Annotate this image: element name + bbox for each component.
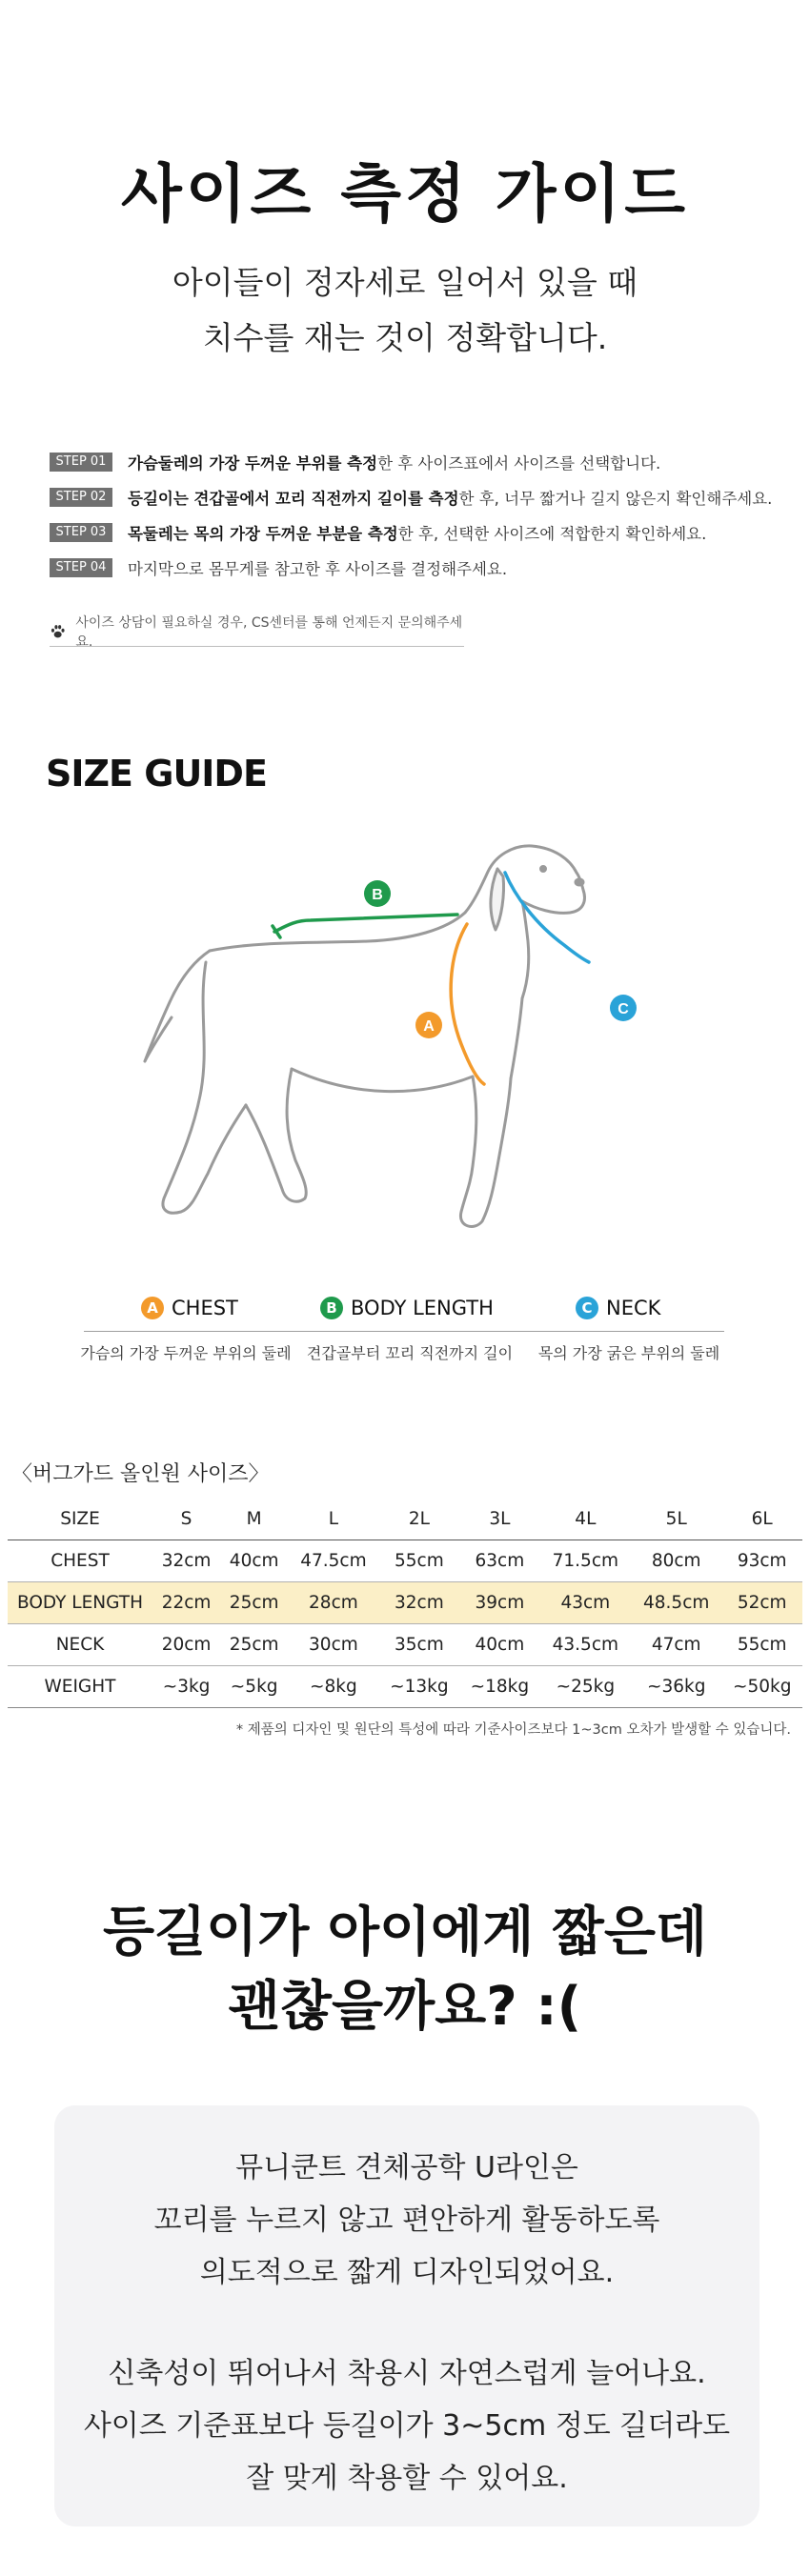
table-cell: 43.5cm	[540, 1624, 631, 1666]
answer-line: 신축성이 뛰어나서 착용시 자연스럽게 늘어나요.	[108, 2357, 706, 2390]
legend-key: A	[141, 1297, 164, 1319]
step-text: 마지막으로 몸무게를 참고한 후 사이즈를 결정해주세요.	[128, 559, 508, 578]
step-badge: STEP 04	[50, 558, 112, 577]
step-emphasis: 목둘레는 목의 가장 두꺼운 부분을 측정	[128, 524, 398, 543]
legend-desc-neck: 목의 가장 굵은 부위의 둘레	[537, 1344, 720, 1362]
table-header-cell: 4L	[540, 1499, 631, 1540]
table-header-cell: SIZE	[8, 1499, 152, 1540]
legend-neck	[576, 1294, 660, 1322]
table-cell: 39cm	[459, 1582, 540, 1624]
table-cell: ~50kg	[721, 1666, 802, 1708]
step-item	[50, 550, 774, 585]
row-label: NECK	[8, 1624, 152, 1666]
size-table	[8, 1499, 802, 1708]
table-cell: 55cm	[721, 1624, 802, 1666]
table-cell: 63cm	[459, 1540, 540, 1582]
size-guide-title: SIZE GUIDE	[46, 753, 267, 795]
answer-line: 사이즈 기준표보다 등길이가 3~5cm 정도 길더라도	[83, 2409, 731, 2443]
table-cell: 52cm	[721, 1582, 802, 1624]
step-text: 한 후, 너무 짧거나 길지 않은지 확인해주세요.	[458, 489, 773, 508]
step-badge: STEP 03	[50, 523, 112, 542]
measurement-steps	[50, 444, 774, 585]
table-cell: ~13kg	[379, 1666, 460, 1708]
step-text: 한 후 사이즈표에서 사이즈를 선택합니다.	[377, 453, 661, 473]
legend-key: B	[320, 1297, 343, 1319]
step-badge: STEP 02	[50, 488, 112, 507]
table-cell: 48.5cm	[631, 1582, 721, 1624]
table-row	[8, 1540, 802, 1582]
faq-answer-paragraph	[54, 2347, 759, 2505]
legend-key: C	[576, 1297, 598, 1319]
step-item	[50, 444, 774, 479]
dog-illustration	[143, 819, 696, 1267]
table-cell: 22cm	[152, 1582, 220, 1624]
answer-line: 잘 맞게 착용할 수 있어요.	[246, 2462, 568, 2495]
legend-body-length	[320, 1294, 494, 1322]
legend-label: CHEST	[172, 1297, 238, 1319]
table-cell: ~36kg	[631, 1666, 721, 1708]
faq-answer-paragraph	[54, 2142, 759, 2299]
table-cell: 71.5cm	[540, 1540, 631, 1582]
table-cell: ~25kg	[540, 1666, 631, 1708]
subtitle-line: 아이들이 정자세로 일어서 있을 때	[172, 264, 638, 301]
table-row-highlighted	[8, 1582, 802, 1624]
table-cell: 25cm	[220, 1582, 288, 1624]
step-badge: STEP 01	[50, 453, 112, 472]
page-subtitle	[0, 255, 810, 366]
table-cell: 40cm	[459, 1624, 540, 1666]
table-cell: 47.5cm	[288, 1540, 378, 1582]
table-cell: 93cm	[721, 1540, 802, 1582]
page-title: 사이즈 측정 가이드	[120, 157, 689, 231]
subtitle-line: 치수를 재는 것이 정확합니다.	[202, 319, 608, 356]
step-emphasis: 가슴둘레의 가장 두꺼운 부위를 측정	[128, 453, 378, 473]
marker-c	[610, 995, 637, 1021]
size-table-title: 〈버그가드 올인원 사이즈〉	[11, 1462, 270, 1486]
step-item	[50, 479, 774, 514]
legend-divider	[84, 1331, 724, 1332]
legend-chest	[141, 1294, 238, 1322]
table-cell: ~18kg	[459, 1666, 540, 1708]
table-header-cell: 2L	[379, 1499, 460, 1540]
row-label: WEIGHT	[8, 1666, 152, 1708]
table-cell: 55cm	[379, 1540, 460, 1582]
legend-label: NECK	[606, 1297, 661, 1319]
marker-b	[364, 880, 391, 907]
table-row	[8, 1666, 802, 1708]
paw-icon	[50, 623, 66, 640]
legend-label: BODY LENGTH	[351, 1297, 494, 1319]
table-cell: 32cm	[379, 1582, 460, 1624]
legend-desc-body-length: 견갑골부터 꼬리 직전까지 길이	[306, 1344, 514, 1362]
svg-text:A: A	[423, 1018, 435, 1035]
svg-text:C: C	[618, 1001, 629, 1017]
table-cell: ~8kg	[288, 1666, 378, 1708]
table-header-row	[8, 1499, 802, 1540]
step-emphasis: 등길이는 견갑골에서 꼬리 직전까지 길이를 측정	[128, 489, 459, 508]
table-header-cell: 6L	[721, 1499, 802, 1540]
table-cell: 28cm	[288, 1582, 378, 1624]
table-cell: 20cm	[152, 1624, 220, 1666]
table-cell: ~5kg	[220, 1666, 288, 1708]
row-label: BODY LENGTH	[8, 1582, 152, 1624]
table-row	[8, 1624, 802, 1666]
table-cell: 35cm	[379, 1624, 460, 1666]
table-cell: 47cm	[631, 1624, 721, 1666]
step-text: 한 후, 선택한 사이즈에 적합한지 확인하세요.	[397, 524, 707, 543]
question-line: 등길이가 아이에게 짧은데	[102, 1902, 708, 1963]
table-header-cell: 3L	[459, 1499, 540, 1540]
marker-a	[415, 1012, 442, 1038]
notice-text: 사이즈 상담이 필요하실 경우, CS센터를 통해 언제든지 문의해주세요.	[75, 615, 463, 650]
table-cell: 30cm	[288, 1624, 378, 1666]
question-line: 괜찮을까요? :(	[228, 1976, 582, 2038]
table-header-cell: S	[152, 1499, 220, 1540]
table-cell: 40cm	[220, 1540, 288, 1582]
step-item	[50, 514, 774, 550]
table-cell: 80cm	[631, 1540, 721, 1582]
table-cell: 43cm	[540, 1582, 631, 1624]
table-cell: ~3kg	[152, 1666, 220, 1708]
faq-question	[0, 1896, 810, 2044]
table-cell: 25cm	[220, 1624, 288, 1666]
size-table-note: * 제품의 디자인 및 원단의 특성에 따라 기준사이즈보다 1~3cm 오차가 발생할 수 있습니다.	[235, 1722, 791, 1738]
svg-text:B: B	[372, 887, 383, 903]
table-header-cell: 5L	[631, 1499, 721, 1540]
legend-desc-chest: 가슴의 가장 두꺼운 부위의 둘레	[80, 1344, 292, 1362]
answer-line: 뮤니쿤트 견체공학 U라인은	[235, 2151, 578, 2184]
row-label: CHEST	[8, 1540, 152, 1582]
answer-line: 꼬리를 누르지 않고 편안하게 활동하도록	[153, 2204, 660, 2237]
table-header-cell: L	[288, 1499, 378, 1540]
table-header-cell: M	[220, 1499, 288, 1540]
table-cell: 32cm	[152, 1540, 220, 1582]
answer-line: 의도적으로 짧게 디자인되었어요.	[199, 2256, 615, 2289]
cs-notice	[50, 615, 464, 650]
